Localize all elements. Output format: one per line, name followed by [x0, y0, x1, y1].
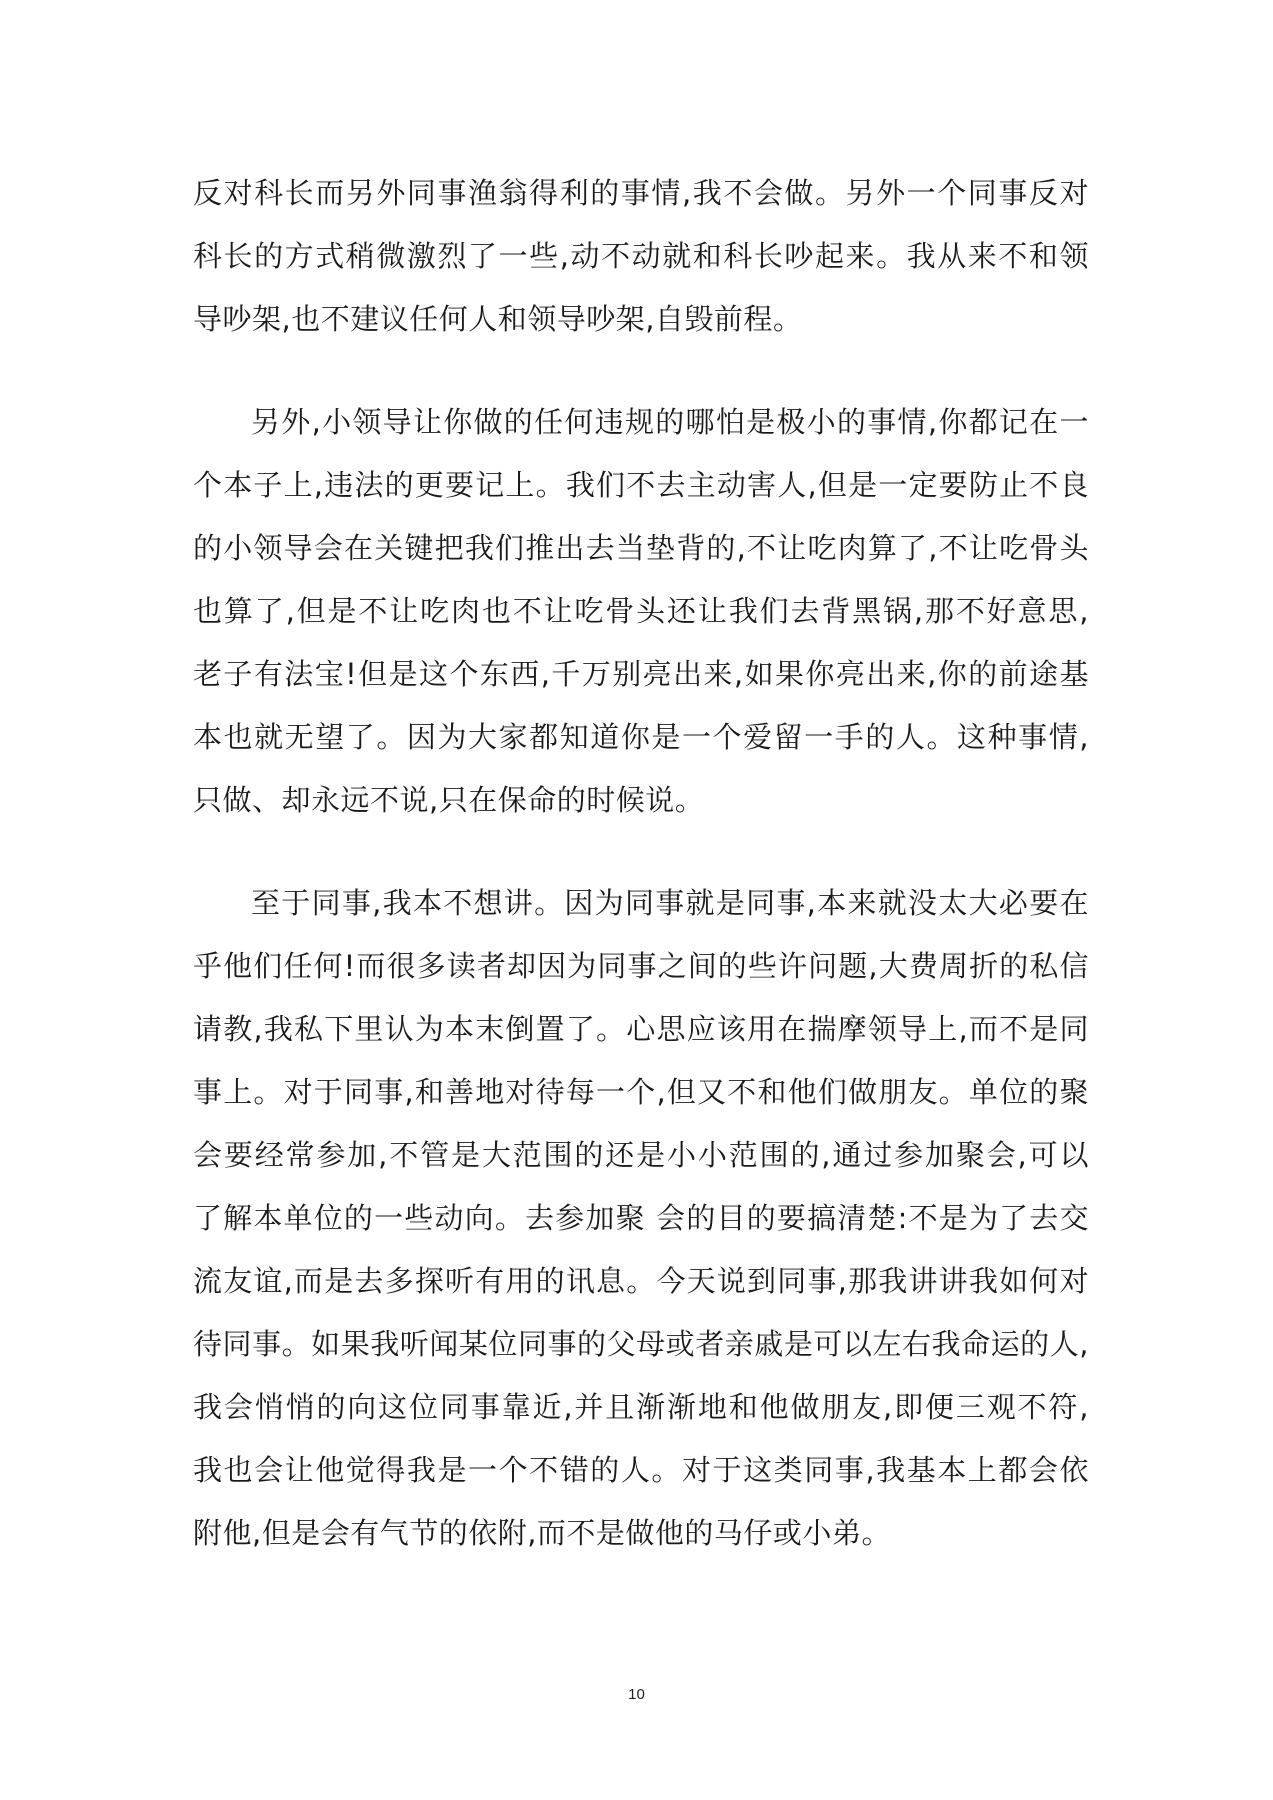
text-line: 至于同事,我本不想讲。因为同事就是同事,本来就没太大必要在 — [251, 886, 1089, 920]
body-text — [193, 162, 1089, 1565]
text-line: 的小领导会在关键把我们推出去当垫背的,不让吃肉算了,不让吃骨头 — [193, 531, 1089, 565]
text-line: 另外,小领导让你做的任何违规的哪怕是极小的事情,你都记在一 — [251, 405, 1089, 439]
text-line: 个本子上,违法的更要记上。我们不去主动害人,但是一定要防止不良 — [193, 468, 1089, 502]
text-line: 会要经常参加,不管是大范围的还是小小范围的,通过参加聚会,可以 — [193, 1138, 1089, 1172]
text-line: 导吵架,也不建议任何人和领导吵架,自毁前程。 — [193, 302, 803, 336]
text-line: 只做、却永远不说,只在保命的时候说。 — [193, 783, 705, 817]
paragraph-1 — [193, 162, 1089, 351]
text-line: 乎他们任何!而很多读者却因为同事之间的些许问题,大费周折的私信 — [193, 949, 1089, 983]
paragraph-2 — [193, 391, 1089, 832]
text-line: 反对科长而另外同事渔翁得利的事情,我不会做。另外一个同事反对 — [193, 176, 1089, 210]
paragraph-3 — [193, 872, 1089, 1565]
text-line: 事上。对于同事,和善地对待每一个,但又不和他们做朋友。单位的聚 — [193, 1075, 1089, 1109]
text-line: 老子有法宝!但是这个东西,千万别亮出来,如果你亮出来,你的前途基 — [193, 657, 1089, 691]
text-line: 待同事。如果我听闻某位同事的父母或者亲戚是可以左右我命运的人, — [193, 1327, 1089, 1361]
text-line: 流友谊,而是去多探听有用的讯息。今天说到同事,那我讲讲我如何对 — [193, 1264, 1089, 1298]
text-line: 本也就无望了。因为大家都知道你是一个爱留一手的人。这种事情, — [193, 720, 1089, 754]
text-line: 了解本单位的一些动向。去参加聚 会的目的要搞清楚:不是为了去交 — [193, 1201, 1089, 1235]
text-line: 请教,我私下里认为本末倒置了。心思应该用在揣摩领导上,而不是同 — [193, 1012, 1089, 1046]
paragraph-gap — [193, 832, 1089, 872]
text-line: 科长的方式稍微激烈了一些,动不动就和科长吵起来。我从来不和领 — [193, 239, 1089, 273]
page-number: 10 — [628, 1686, 645, 1703]
text-line: 我会悄悄的向这位同事靠近,并且渐渐地和他做朋友,即便三观不符, — [193, 1390, 1089, 1424]
text-line: 也算了,但是不让吃肉也不让吃骨头还让我们去背黑锅,那不好意思, — [193, 594, 1089, 628]
text-line: 我也会让他觉得我是一个不错的人。对于这类同事,我基本上都会依 — [193, 1453, 1089, 1487]
paragraph-gap — [193, 351, 1089, 391]
text-line: 附他,但是会有气节的依附,而不是做他的马仔或小弟。 — [193, 1516, 891, 1550]
